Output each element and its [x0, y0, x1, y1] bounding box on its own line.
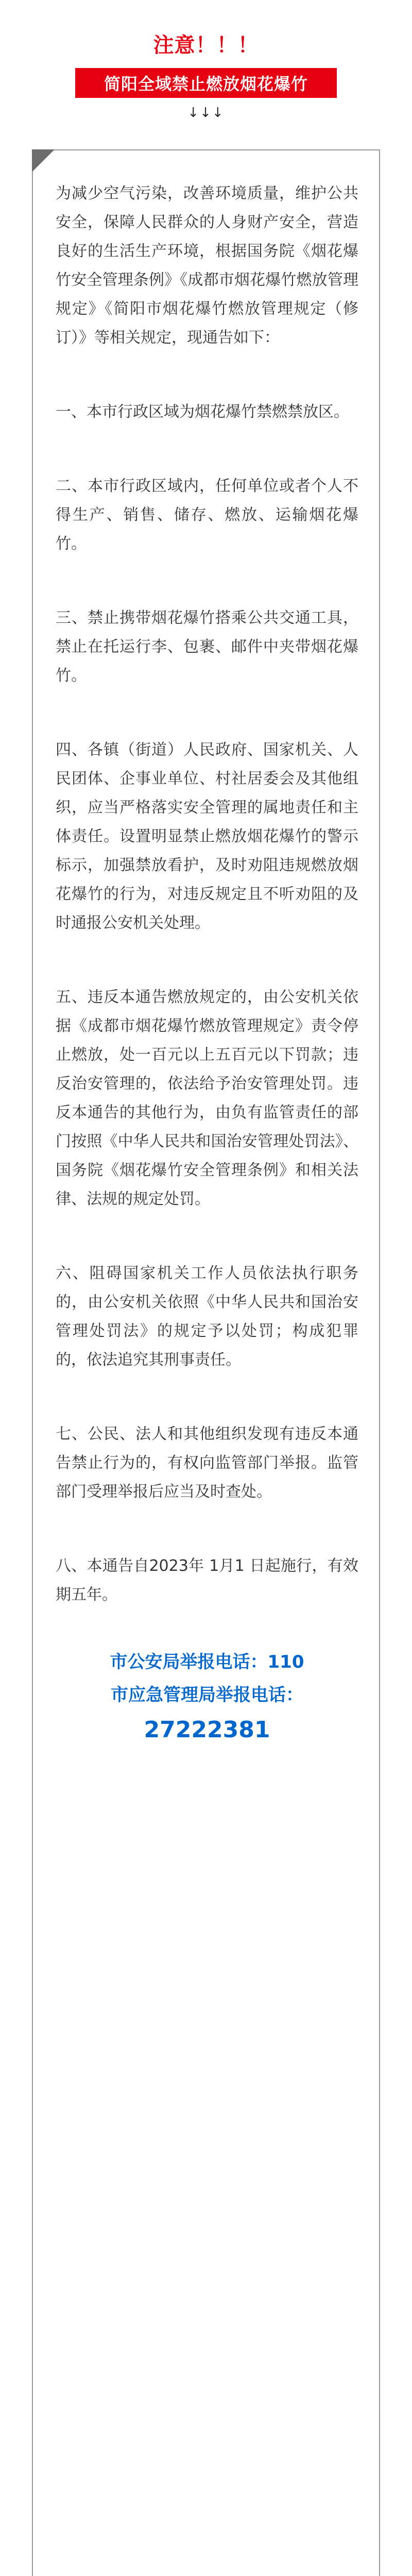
rule-paragraph-1: 一、本市行政区域为烟花爆竹禁燃禁放区。	[56, 403, 349, 421]
page-header	[0, 0, 412, 134]
intro-paragraph: 为减少空气污染，改善环境质量，维护公共安全，保障人民群众的人身财产安全，营造良好的生活生产环境，根据国务院《烟花爆竹安全管理条例》《成都市烟花爆竹燃放管理规定》《简阳市烟花爆竹燃放管理规定（修订）》等相关规定，现通告如下：	[56, 184, 358, 347]
rule-paragraph-8: 八、本通告自2023年 1月1 日起施行，有效期五年。	[56, 1557, 358, 1604]
down-arrows: ↓↓↓	[187, 105, 225, 121]
police-hotline: 市公安局举报电话：110	[110, 1652, 304, 1672]
ban-banner: 简阳全域禁止燃放烟花爆竹	[75, 68, 337, 98]
rule-paragraph-6: 六、阻碍国家机关工作人员依法执行职务的，由公安机关依照《中华人民共和国治安管理处罚法》的规定予以处罚；构成犯罪的，依法追究其刑事责任。	[56, 1264, 358, 1369]
rule-paragraph-2: 二、本市行政区域内，任何单位或者个人不得生产、销售、储存、燃放、运输烟花爆竹。	[56, 477, 358, 553]
announcement-card	[32, 149, 380, 2576]
emergency-hotline-number: 27222381	[144, 1717, 270, 1743]
emergency-hotline-label: 市应急管理局举报电话：	[111, 1685, 303, 1705]
rule-paragraph-3: 三、禁止携带烟花爆竹搭乘公共交通工具，禁止在托运行李、包裹、邮件中夹带烟花爆竹。	[56, 609, 358, 685]
rule-paragraph-5: 五、违反本通告燃放规定的，由公安机关依据《成都市烟花爆竹燃放管理规定》责令停止燃放，处一百元以上五百元以下罚款；违反治安管理的，依法给予治安管理处罚。违反本通告的其他行为，由负有监管责任的部门按照《中华人民共和国治安管理处罚法》、国务院《烟花爆竹安全管理条例》和相关法律、法规的规定处罚。	[56, 988, 358, 1208]
card-corner-top-left	[32, 149, 55, 172]
announcement-content	[56, 179, 358, 1749]
hotline-section	[56, 1646, 358, 1749]
notice-title: 注意！！！	[153, 33, 259, 57]
rule-paragraph-4: 四、各镇（街道）人民政府、国家机关、人民团体、企事业单位、村社居委会及其他组织，应当严格落实安全管理的属地责任和主体责任。设置明显禁止燃放烟花爆竹的警示标示，加强禁放看护，及时劝阻违规燃放烟花爆竹的行为，对违反规定且不听劝阻的及时通报公安机关处理。	[56, 741, 358, 932]
rule-paragraph-7: 七、公民、法人和其他组织发现有违反本通告禁止行为的，有权向监管部门举报。监管部门受理举报后应当及时查处。	[56, 1425, 358, 1501]
